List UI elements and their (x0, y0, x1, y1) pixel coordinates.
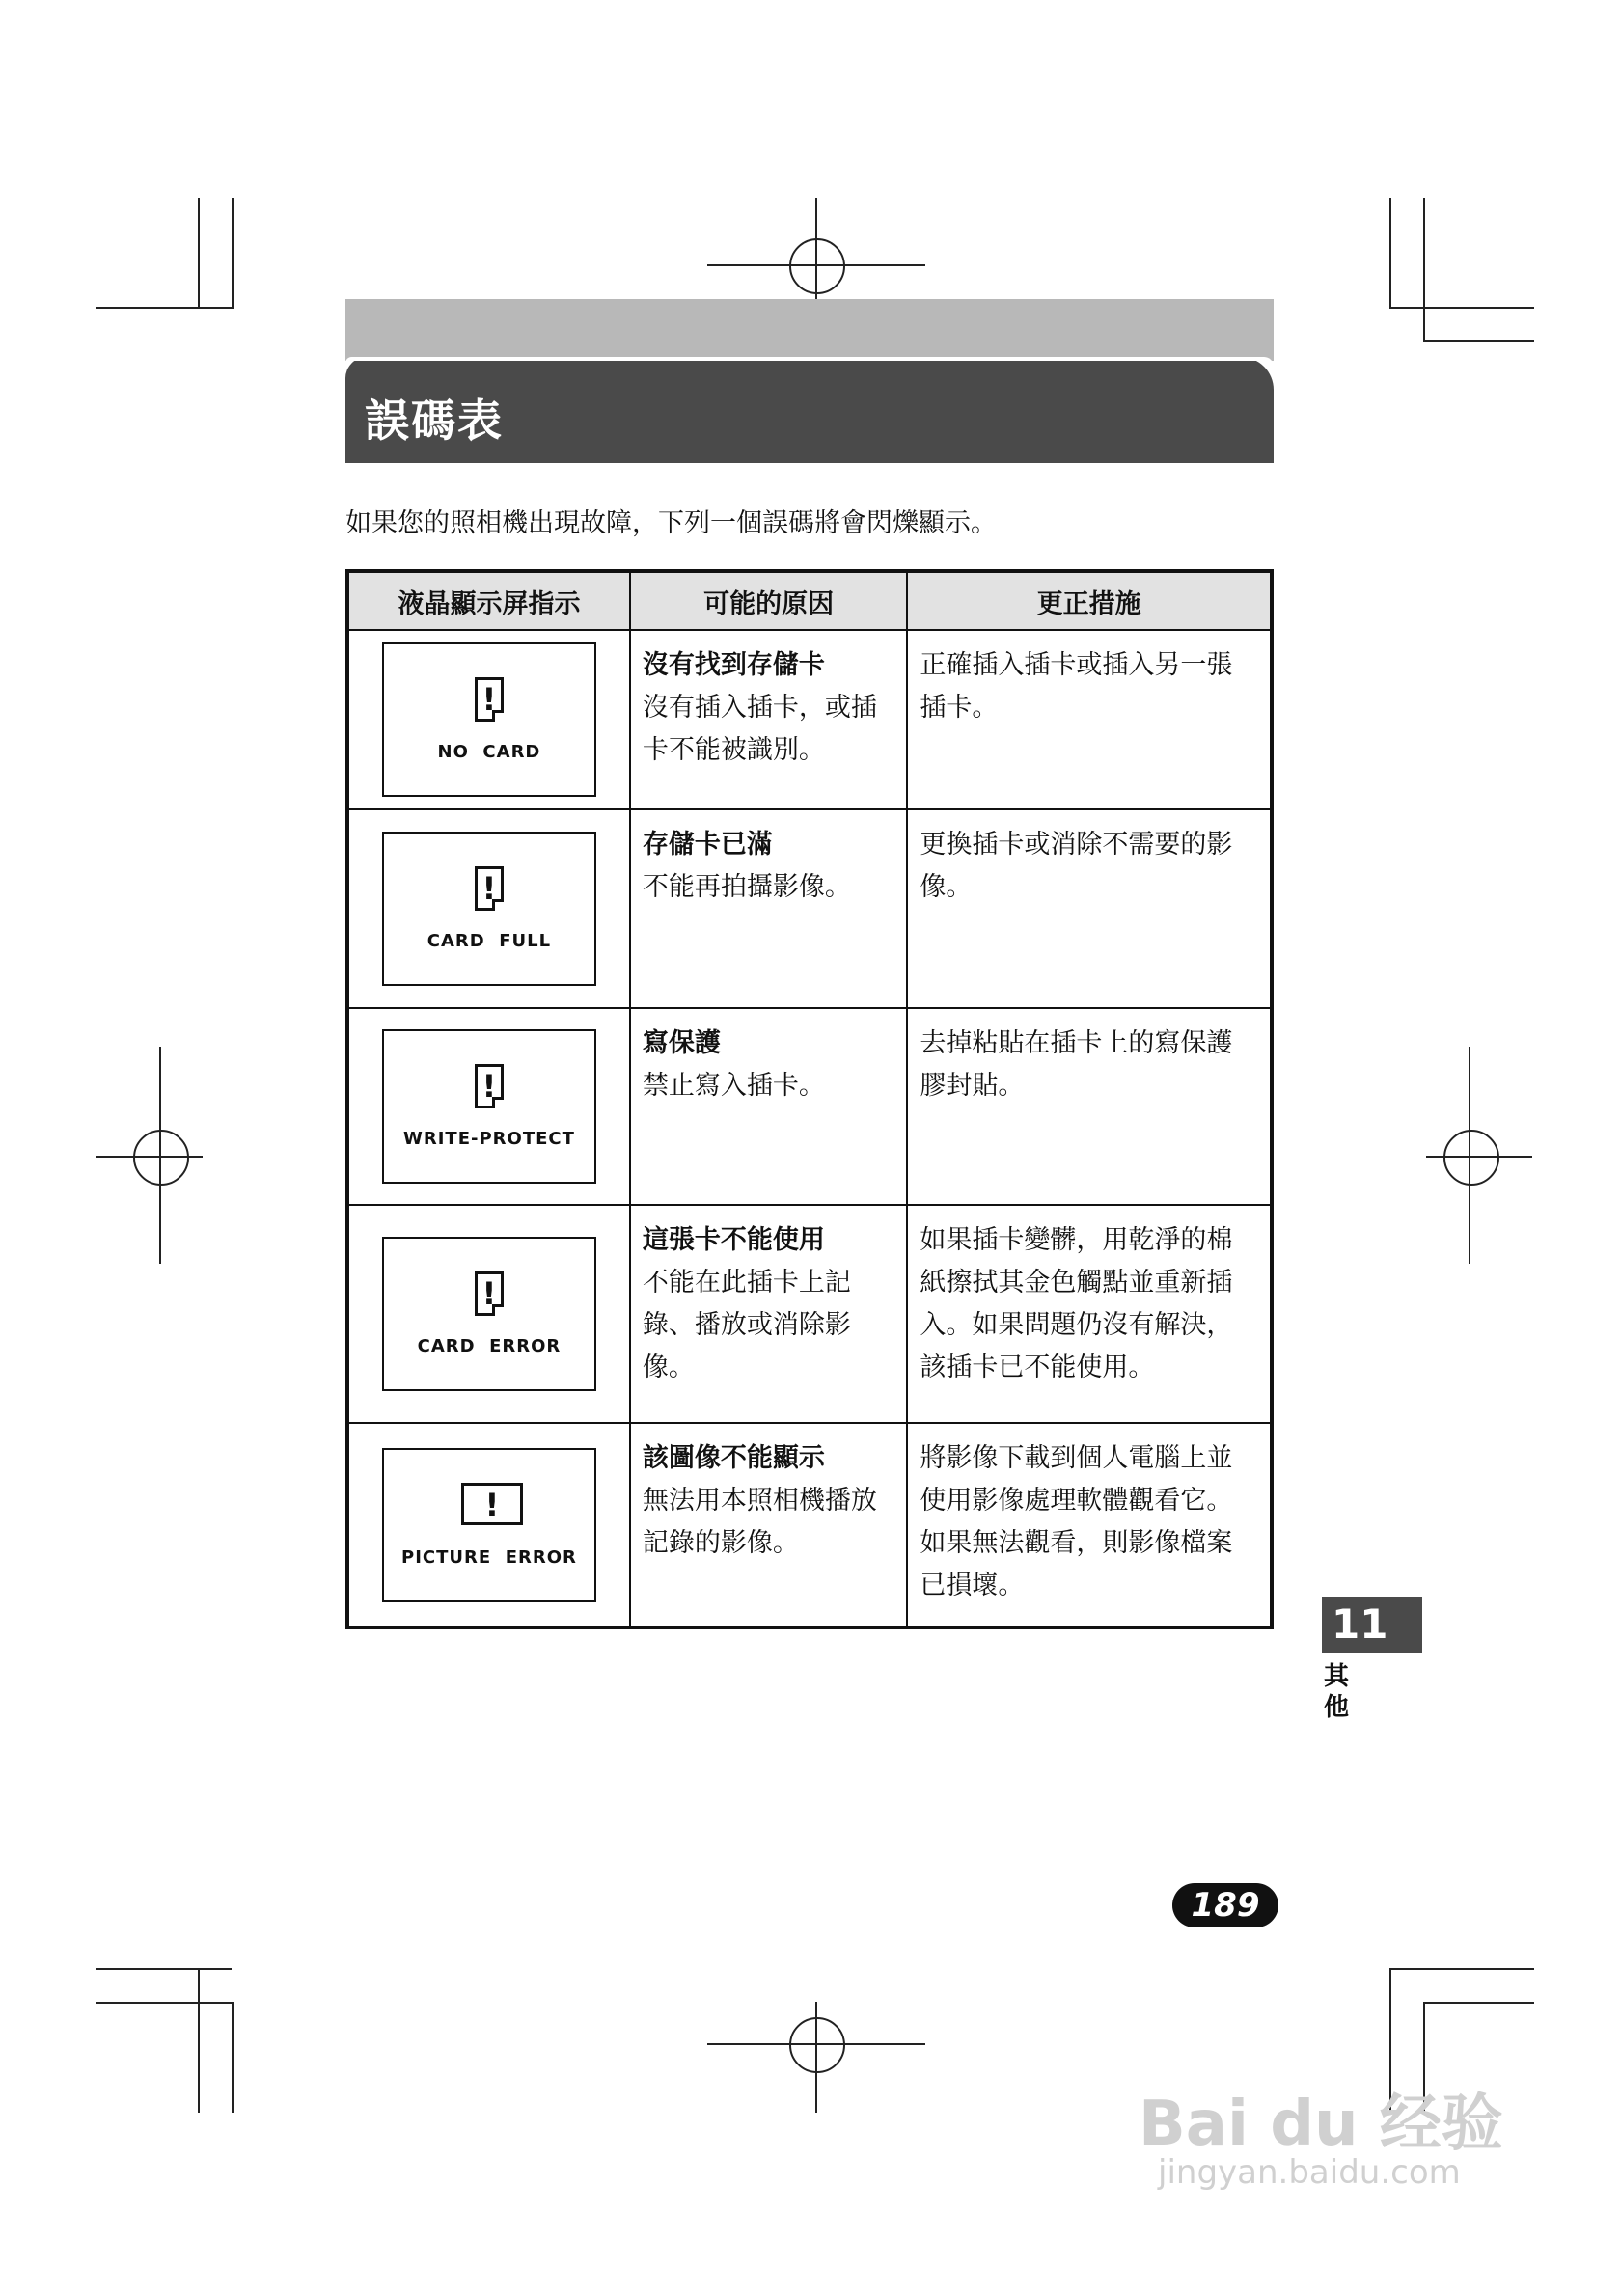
lcd-cell (347, 630, 630, 809)
lcd-message: CARD FULL (426, 931, 552, 951)
lcd-cell (347, 1423, 630, 1627)
cause-cell (630, 1008, 907, 1205)
column-header-cause: 可能的原因 (630, 571, 907, 630)
lcd-message: NO CARD (437, 742, 541, 762)
lcd-display (382, 832, 596, 986)
cause-title: 該圖像不能顯示 (642, 1443, 825, 1473)
cause-cell (630, 809, 907, 1008)
watermark-logo: Bai du 经验 (1139, 2089, 1503, 2160)
cause-text: 無法用本照相機播放記錄的影像。 (642, 1486, 877, 1558)
watermark-url: jingyan.baidu.com (1158, 2153, 1461, 2192)
page-number: 189 (1191, 1886, 1260, 1925)
page-title: 誤碼表 (365, 395, 504, 447)
column-header-fix: 更正措施 (907, 571, 1272, 630)
cause-title: 寫保護 (642, 1028, 721, 1058)
table-row (347, 809, 1272, 1008)
lcd-cell (347, 809, 630, 1008)
cause-text: 禁止寫入插卡。 (642, 1071, 825, 1101)
cause-title: 沒有找到存儲卡 (642, 650, 825, 680)
column-header-lcd: 液晶顯示屏指示 (347, 571, 630, 630)
card-warning-icon (475, 1271, 504, 1316)
lcd-message: PICTURE ERROR (401, 1546, 577, 1568)
table-row (347, 1008, 1272, 1205)
title-bar (345, 357, 1274, 463)
fix-cell (907, 1205, 1272, 1423)
title-bar-accent (345, 299, 1274, 361)
fix-text: 如果插卡變髒，用乾淨的棉紙擦拭其金色觸點並重新插入。如果問題仍沒有解決，該插卡已不能使用。 (920, 1225, 1233, 1382)
fix-cell (907, 630, 1272, 809)
fix-text: 正確插入插卡或插入另一張插卡。 (920, 650, 1233, 723)
lcd-message: CARD ERROR (417, 1336, 562, 1356)
table-header-row (347, 571, 1272, 630)
chapter-label: 其他 (1324, 1662, 1350, 1722)
chapter-number: 11 (1332, 1600, 1388, 1648)
lcd-display (382, 1029, 596, 1184)
intro-text: 如果您的照相機出現故障，下列一個誤碼將會閃爍顯示。 (345, 508, 997, 538)
lcd-display (382, 1237, 596, 1391)
fix-text: 去掉粘貼在插卡上的寫保護膠封貼。 (920, 1028, 1233, 1101)
chapter-tab (1322, 1597, 1422, 1653)
picture-warning-icon (461, 1483, 523, 1525)
cause-title: 這張卡不能使用 (642, 1225, 825, 1255)
cause-cell (630, 1205, 907, 1423)
cause-cell (630, 630, 907, 809)
fix-text: 更換插卡或消除不需要的影像。 (920, 830, 1233, 902)
card-warning-icon (475, 1064, 504, 1108)
page-number-badge (1172, 1883, 1278, 1927)
cause-cell (630, 1423, 907, 1627)
fix-cell (907, 809, 1272, 1008)
cause-text: 不能在此插卡上記錄、播放或消除影像。 (642, 1268, 851, 1382)
lcd-display (382, 1448, 596, 1602)
lcd-cell (347, 1205, 630, 1423)
error-code-table (345, 569, 1274, 1629)
table-row (347, 1205, 1272, 1423)
lcd-display (382, 642, 596, 797)
table-row (347, 630, 1272, 809)
table-row (347, 1423, 1272, 1627)
lcd-cell (347, 1008, 630, 1205)
fix-cell (907, 1423, 1272, 1627)
cause-text: 不能再拍攝影像。 (642, 872, 851, 902)
fix-cell (907, 1008, 1272, 1205)
fix-text: 將影像下載到個人電腦上並使用影像處理軟體觀看它。如果無法觀看，則影像檔案已損壞。 (920, 1443, 1233, 1600)
card-warning-icon (475, 677, 504, 722)
cause-title: 存儲卡已滿 (642, 830, 773, 860)
lcd-message: WRITE-PROTECT (403, 1129, 575, 1149)
card-warning-icon (475, 866, 504, 911)
cause-text: 沒有插入插卡，或插卡不能被識別。 (642, 693, 877, 765)
